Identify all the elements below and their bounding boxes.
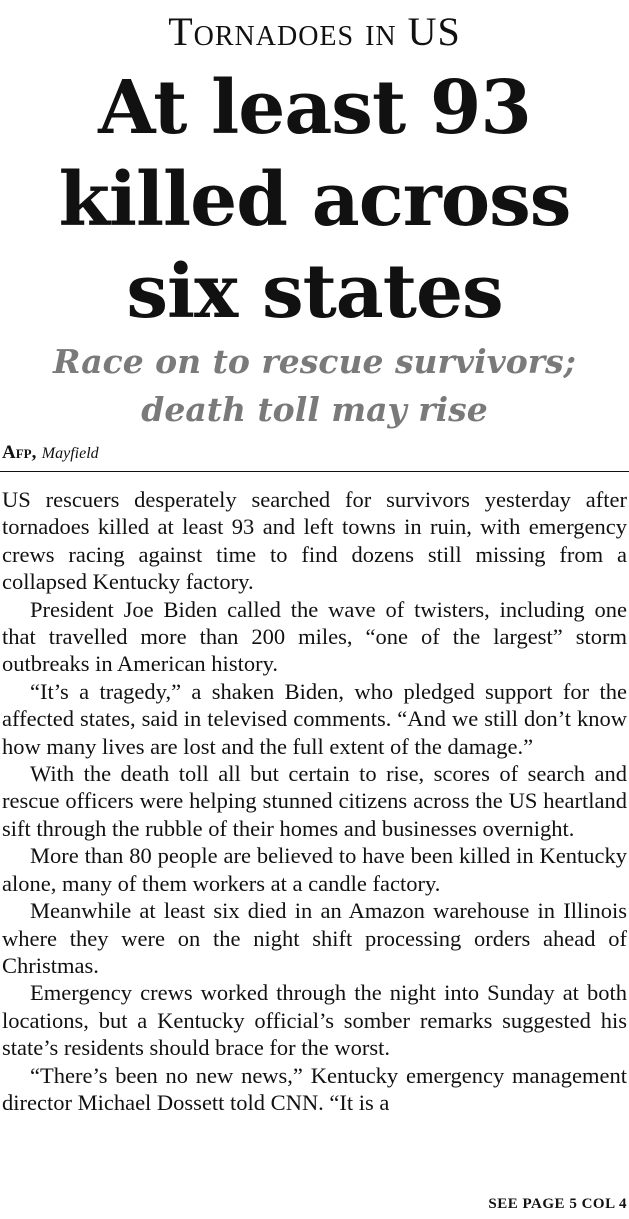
article-subhead <box>0 338 629 434</box>
body-paragraph: President Joe Biden called the wave of twisters, including one that travelled more than 200 miles, “one of the largest” storm outbreaks in American history. <box>2 596 627 677</box>
byline-dateline: Mayfield <box>41 445 99 462</box>
headline-line: six states <box>126 249 503 335</box>
continuation-jump: SEE PAGE 5 COL 4 <box>488 1196 627 1212</box>
headline-line: killed across <box>58 157 571 243</box>
headline-line: At least 93 <box>98 65 531 151</box>
body-paragraph: US rescuers desperately searched for survivors yesterday after tornadoes killed at least 93 and left towns in ruin, with emergency crews racing against time to find dozens still missing from a collapsed Kentucky factory. <box>2 487 627 595</box>
byline <box>2 442 99 465</box>
article-kicker: Tornadoes in US <box>168 9 461 54</box>
article-body <box>2 486 627 1116</box>
byline-divider <box>0 471 629 472</box>
body-paragraph: “It’s a tragedy,” a shaken Biden, who pledged support for the affected states, said in televised comments. “And we still don’t know how many lives are lost and the full extent of the damage.” <box>2 678 627 759</box>
byline-agency: Afp, <box>2 442 37 463</box>
body-paragraph: More than 80 people are believed to have been killed in Kentucky alone, many of them workers at a candle factory. <box>2 843 627 896</box>
subhead-line: death toll may rise <box>141 390 488 429</box>
subhead-line: Race on to rescue survivors; <box>53 342 576 381</box>
body-paragraph: Emergency crews worked through the night into Sunday at both locations, but a Kentucky official’s somber remarks suggested his state’s residents should brace for the worst. <box>2 980 627 1061</box>
body-paragraph: Meanwhile at least six died in an Amazon warehouse in Illinois where they were on the night shift processing orders ahead of Christmas. <box>2 898 627 978</box>
article-headline <box>0 62 629 338</box>
body-paragraph: With the death toll all but certain to rise, scores of search and rescue officers were helping stunned citizens across the US heartland sift through the rubble of their homes and businesses overnight. <box>2 761 627 841</box>
body-paragraph: “There’s been no new news,” Kentucky emergency management director Michael Dossett told CNN. “It is a <box>2 1062 627 1115</box>
